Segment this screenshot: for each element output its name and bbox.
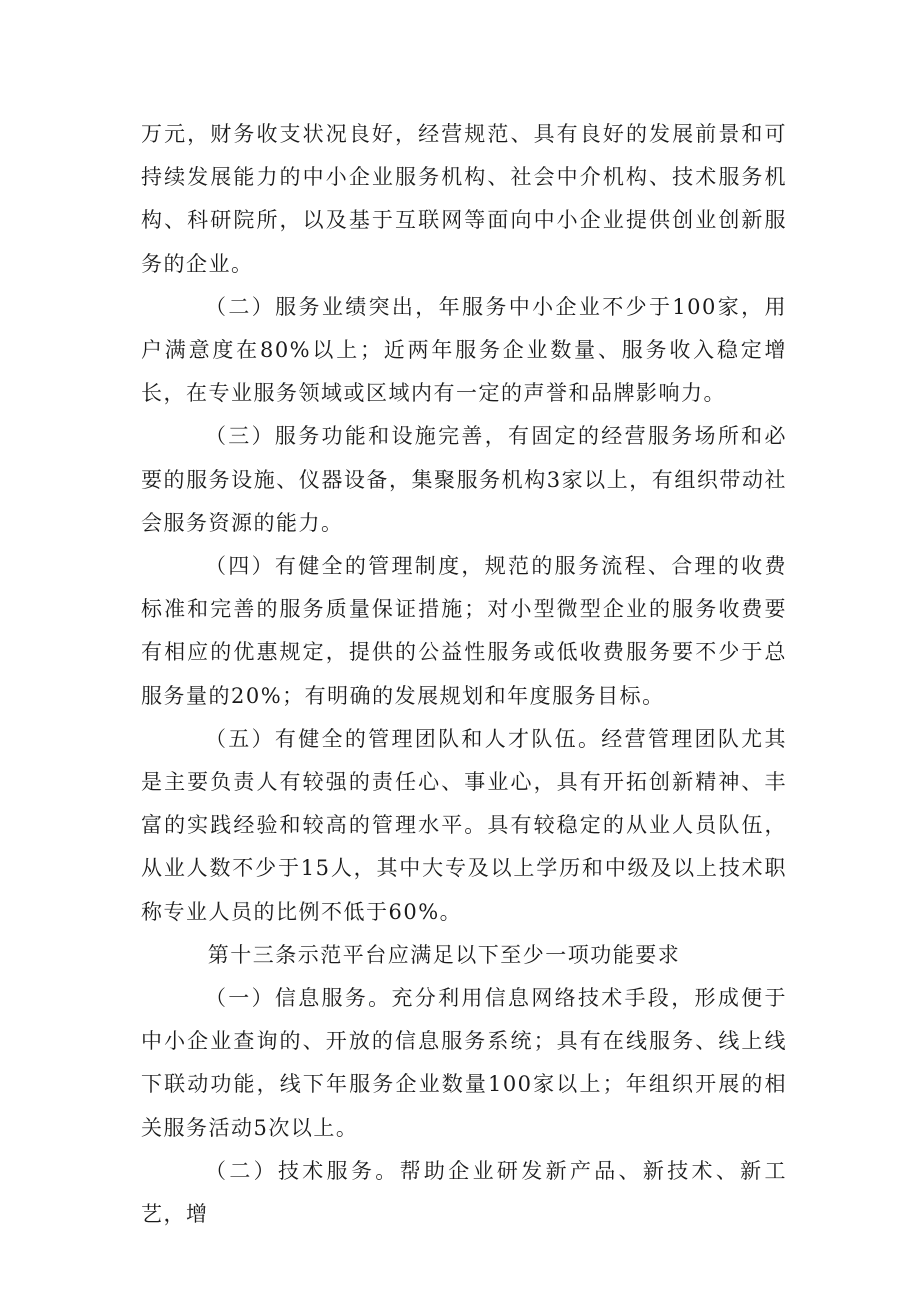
paragraph-technical-service: （二）技术服务。帮助企业研发新产品、新技术、新工艺，增 — [141, 1158, 787, 1227]
paragraph-eligibility-continued: 万元，财务收支状况良好，经营规范、具有良好的发展前景和可持续发展能力的中小企业服务机构、社会中介机构、技术服务机构、科研院所，以及基于互联网等面向中小企业提供创业创新服务的企业。 — [141, 122, 787, 276]
paragraph-management-team: （五）有健全的管理团队和人才队伍。经营管理团队尤其是主要负责人有较强的责任心、事业心，具有开拓创新精神、丰富的实践经验和较高的管理水平。具有较稳定的从业人员队伍，从业人数不少于15人，其中大专及以上学历和中级及以上技术职称专业人员的比例不低于60%。 — [141, 726, 787, 924]
document-body — [141, 113, 787, 1236]
article-13-heading: 第十三条示范平台应满足以下至少一项功能要求 — [207, 942, 681, 967]
paragraph-service-facilities: （三）服务功能和设施完善，有固定的经营服务场所和必要的服务设施、仪器设备，集聚服务机构3家以上，有组织带动社会服务资源的能力。 — [141, 424, 787, 535]
paragraph-management-system: （四）有健全的管理制度，规范的服务流程、合理的收费标准和完善的服务质量保证措施；对小型微型企业的服务收费要有相应的优惠规定，提供的公益性服务或低收费服务要不少于总服务量的20%；有明确的发展规划和年度服务目标。 — [141, 554, 787, 708]
paragraph-service-performance: （二）服务业绩突出，年服务中小企业不少于100家，用户满意度在80%以上；近两年服务企业数量、服务收入稳定增长，在专业服务领域或区域内有一定的声誉和品牌影响力。 — [141, 294, 787, 406]
paragraph-information-service: （一）信息服务。充分利用信息网络技术手段，形成便于中小企业查询的、开放的信息服务系统；具有在线服务、线上线下联动功能，线下年服务企业数量100家以上；年组织开展的相关服务活动5次以上。 — [141, 986, 787, 1140]
